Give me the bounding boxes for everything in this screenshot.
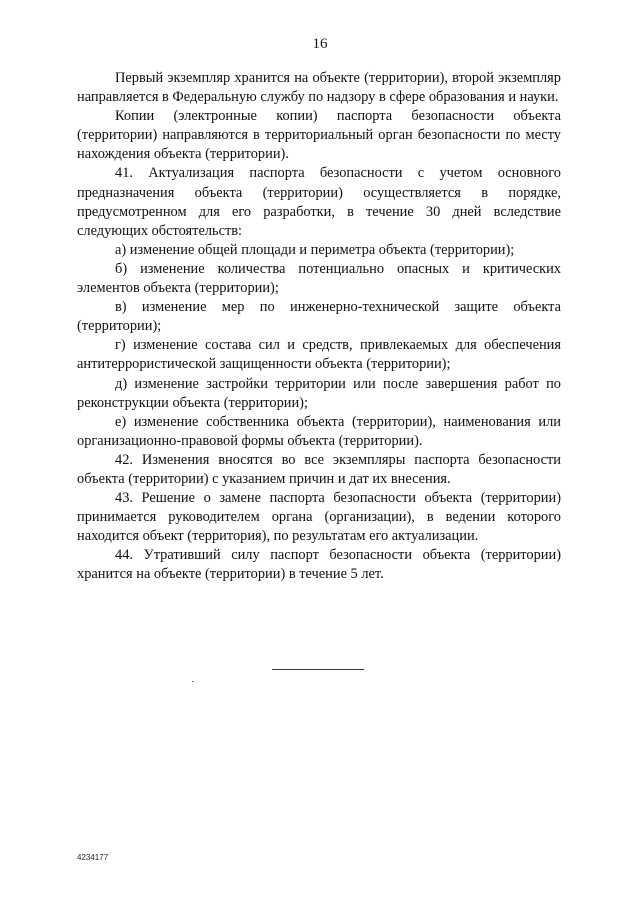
paragraph-copies: Копии (электронные копии) паспорта безопасности объекта (территории) направляются в территориальный орган безопасности по месту нахождения объекта (территории). [77,108,561,163]
paragraph-41: 41. Актуализация паспорта безопасности с учетом основного предназначения объекта (территории) осуществляется в порядке, предусмотренном для его разработки, в течение 30 дней вследствие следующих обстоятельств: [77,165,561,239]
paragraph-44: 44. Утративший силу паспорт безопасности объекта (территории) хранится на объекте (территории) в течение 5 лет. [77,547,561,583]
paragraph-43: 43. Решение о замене паспорта безопасности объекта (территории) принимается руководителем органа (организации), в ведении которого находится объект (территория), по результатам его актуализации. [77,490,561,545]
paragraph-first-copy: Первый экземпляр хранится на объекте (территории), второй экземпляр направляется в Федеральную службу по надзору в сфере образования и науки. [77,70,561,106]
list-item-b: б) изменение количества потенциально опасных и критических элементов объекта (территории); [77,260,561,297]
list-item-v: в) изменение мер по инженерно-технической защите объекта (территории); [77,299,561,335]
list-item-d: д) изменение застройки территории или после завершения работ по реконструкции объекта (территории); [77,375,561,411]
page-number: 16 [312,36,328,52]
footer-document-code: 4234177 [77,853,109,862]
list-item-g: г) изменение состава сил и средств, привлекаемых для обеспечения антитеррористической защищенности объекта (территории); [77,337,561,373]
paragraph-42: 42. Изменения вносятся во все экземпляры паспорта безопасности объекта (территории) с указанием причин и дат их внесения. [77,451,561,487]
list-item-e: е) изменение собственника объекта (территории), наименования или организационно-правовой формы объекта (территории). [77,413,561,449]
stray-mark [192,681,194,682]
document-body [77,69,561,585]
end-separator-line [272,669,364,670]
list-item-a: а) изменение общей площади и периметра объекта (территории); [115,241,515,258]
